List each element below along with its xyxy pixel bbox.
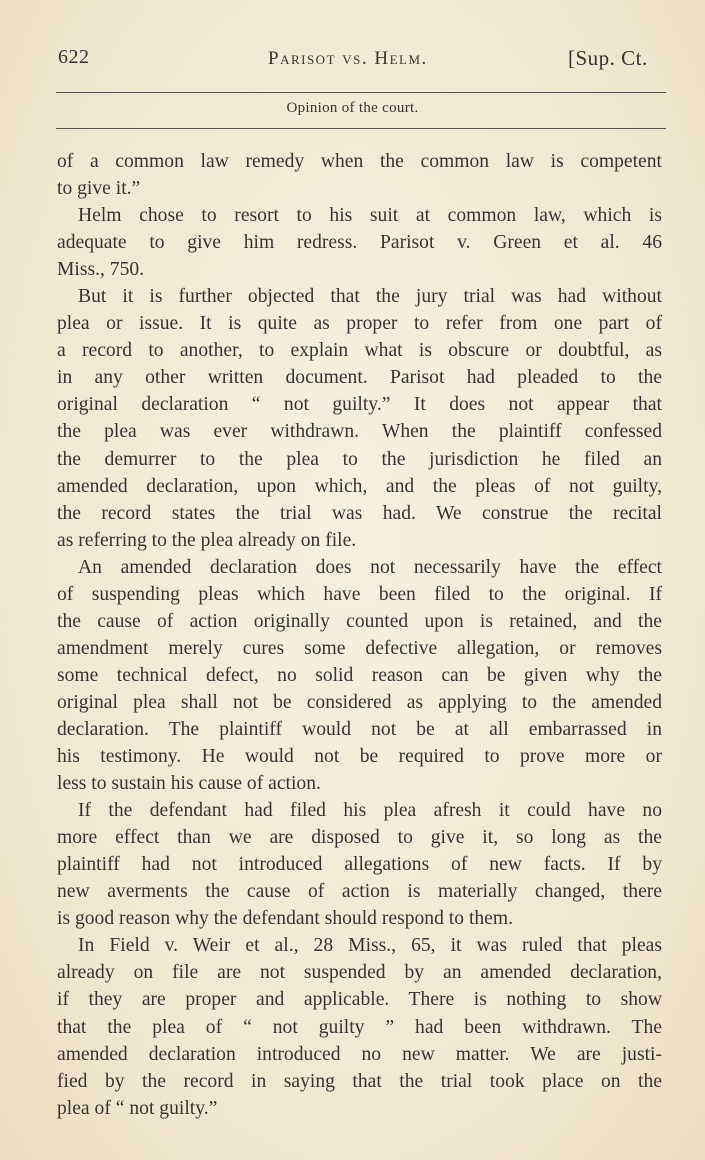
- paragraph: [57, 202, 662, 283]
- text-line: original plea shall not be considered as applying to the amended: [57, 691, 662, 713]
- text-line: But it is further objected that the jury trial was had without: [78, 286, 662, 308]
- paragraph: [57, 797, 662, 932]
- text-line: declaration. The plaintiff would not be at all embarrassed in: [57, 718, 662, 740]
- court-label: [Sup. Ct.: [568, 46, 648, 70]
- text-line: the plea was ever withdrawn. When the plaintiff confessed: [57, 421, 662, 443]
- case-title: Parisot vs. Helm.: [268, 48, 428, 69]
- text-line: of a common law remedy when the common law is competent: [57, 151, 662, 172]
- text-line: amended declaration introduced no new matter. We are justi-: [57, 1043, 662, 1065]
- text-line: plea of “ not guilty.”: [57, 1097, 218, 1119]
- text-line: adequate to give him redress. Parisot v. Green et al. 46: [57, 232, 662, 254]
- page-number: 622: [58, 46, 90, 68]
- text-line: more effect than we are disposed to give it, so long as the: [57, 827, 662, 849]
- opinion-body: [57, 148, 662, 1122]
- text-line: the record states the trial was had. We construe the recital: [57, 502, 662, 524]
- text-line: some technical defect, no solid reason can be given why the: [57, 664, 662, 686]
- text-line: a record to another, to explain what is obscure or doubtful, as: [57, 340, 662, 362]
- text-line: his testimony. He would not be required to prove more or: [57, 746, 662, 768]
- text-line: that the plea of “ not guilty ” had been withdrawn. The: [57, 1016, 662, 1038]
- text-line: If the defendant had filed his plea afresh it could have no: [78, 800, 662, 822]
- header-rule-bottom: [56, 128, 666, 129]
- section-label: Opinion of the court.: [286, 100, 419, 116]
- text-line: is good reason why the defendant should respond to them.: [57, 908, 514, 930]
- paragraph: [57, 148, 662, 202]
- header-rule-top: [56, 92, 666, 93]
- text-line: amendment merely cures some defective allegation, or removes: [57, 637, 662, 659]
- text-line: in any other written document. Parisot had pleaded to the: [57, 367, 662, 389]
- text-line: less to sustain his cause of action.: [57, 773, 321, 795]
- text-line: the demurrer to the plea to the jurisdiction he filed an: [57, 448, 662, 470]
- text-line: as referring to the plea already on file.: [57, 529, 357, 551]
- text-line: Miss., 750.: [57, 259, 145, 281]
- paragraph: [57, 932, 662, 1121]
- text-line: new averments the cause of action is materially changed, there: [57, 881, 662, 903]
- text-line: the cause of action originally counted upon is retained, and the: [57, 610, 662, 632]
- running-head: [0, 44, 705, 78]
- text-line: An amended declaration does not necessarily have the effect: [78, 556, 662, 578]
- text-line: if they are proper and applicable. There is nothing to show: [57, 989, 662, 1011]
- text-line: already on file are not suspended by an amended declaration,: [57, 962, 662, 984]
- text-line: Helm chose to resort to his suit at common law, which is: [78, 205, 662, 227]
- text-line: original declaration “ not guilty.” It does not appear that: [57, 394, 662, 416]
- text-line: plea or issue. It is quite as proper to refer from one part of: [57, 313, 662, 335]
- text-line: of suspending pleas which have been filed to the original. If: [57, 583, 662, 605]
- text-line: to give it.”: [57, 178, 141, 200]
- text-line: plaintiff had not introduced allegations of new facts. If by: [57, 854, 662, 876]
- text-line: fied by the record in saying that the trial took place on the: [57, 1070, 662, 1092]
- text-line: amended declaration, upon which, and the pleas of not guilty,: [57, 475, 662, 497]
- text-line: In Field v. Weir et al., 28 Miss., 65, it was ruled that pleas: [78, 935, 662, 957]
- paragraph: [57, 554, 662, 797]
- paragraph: [57, 283, 662, 553]
